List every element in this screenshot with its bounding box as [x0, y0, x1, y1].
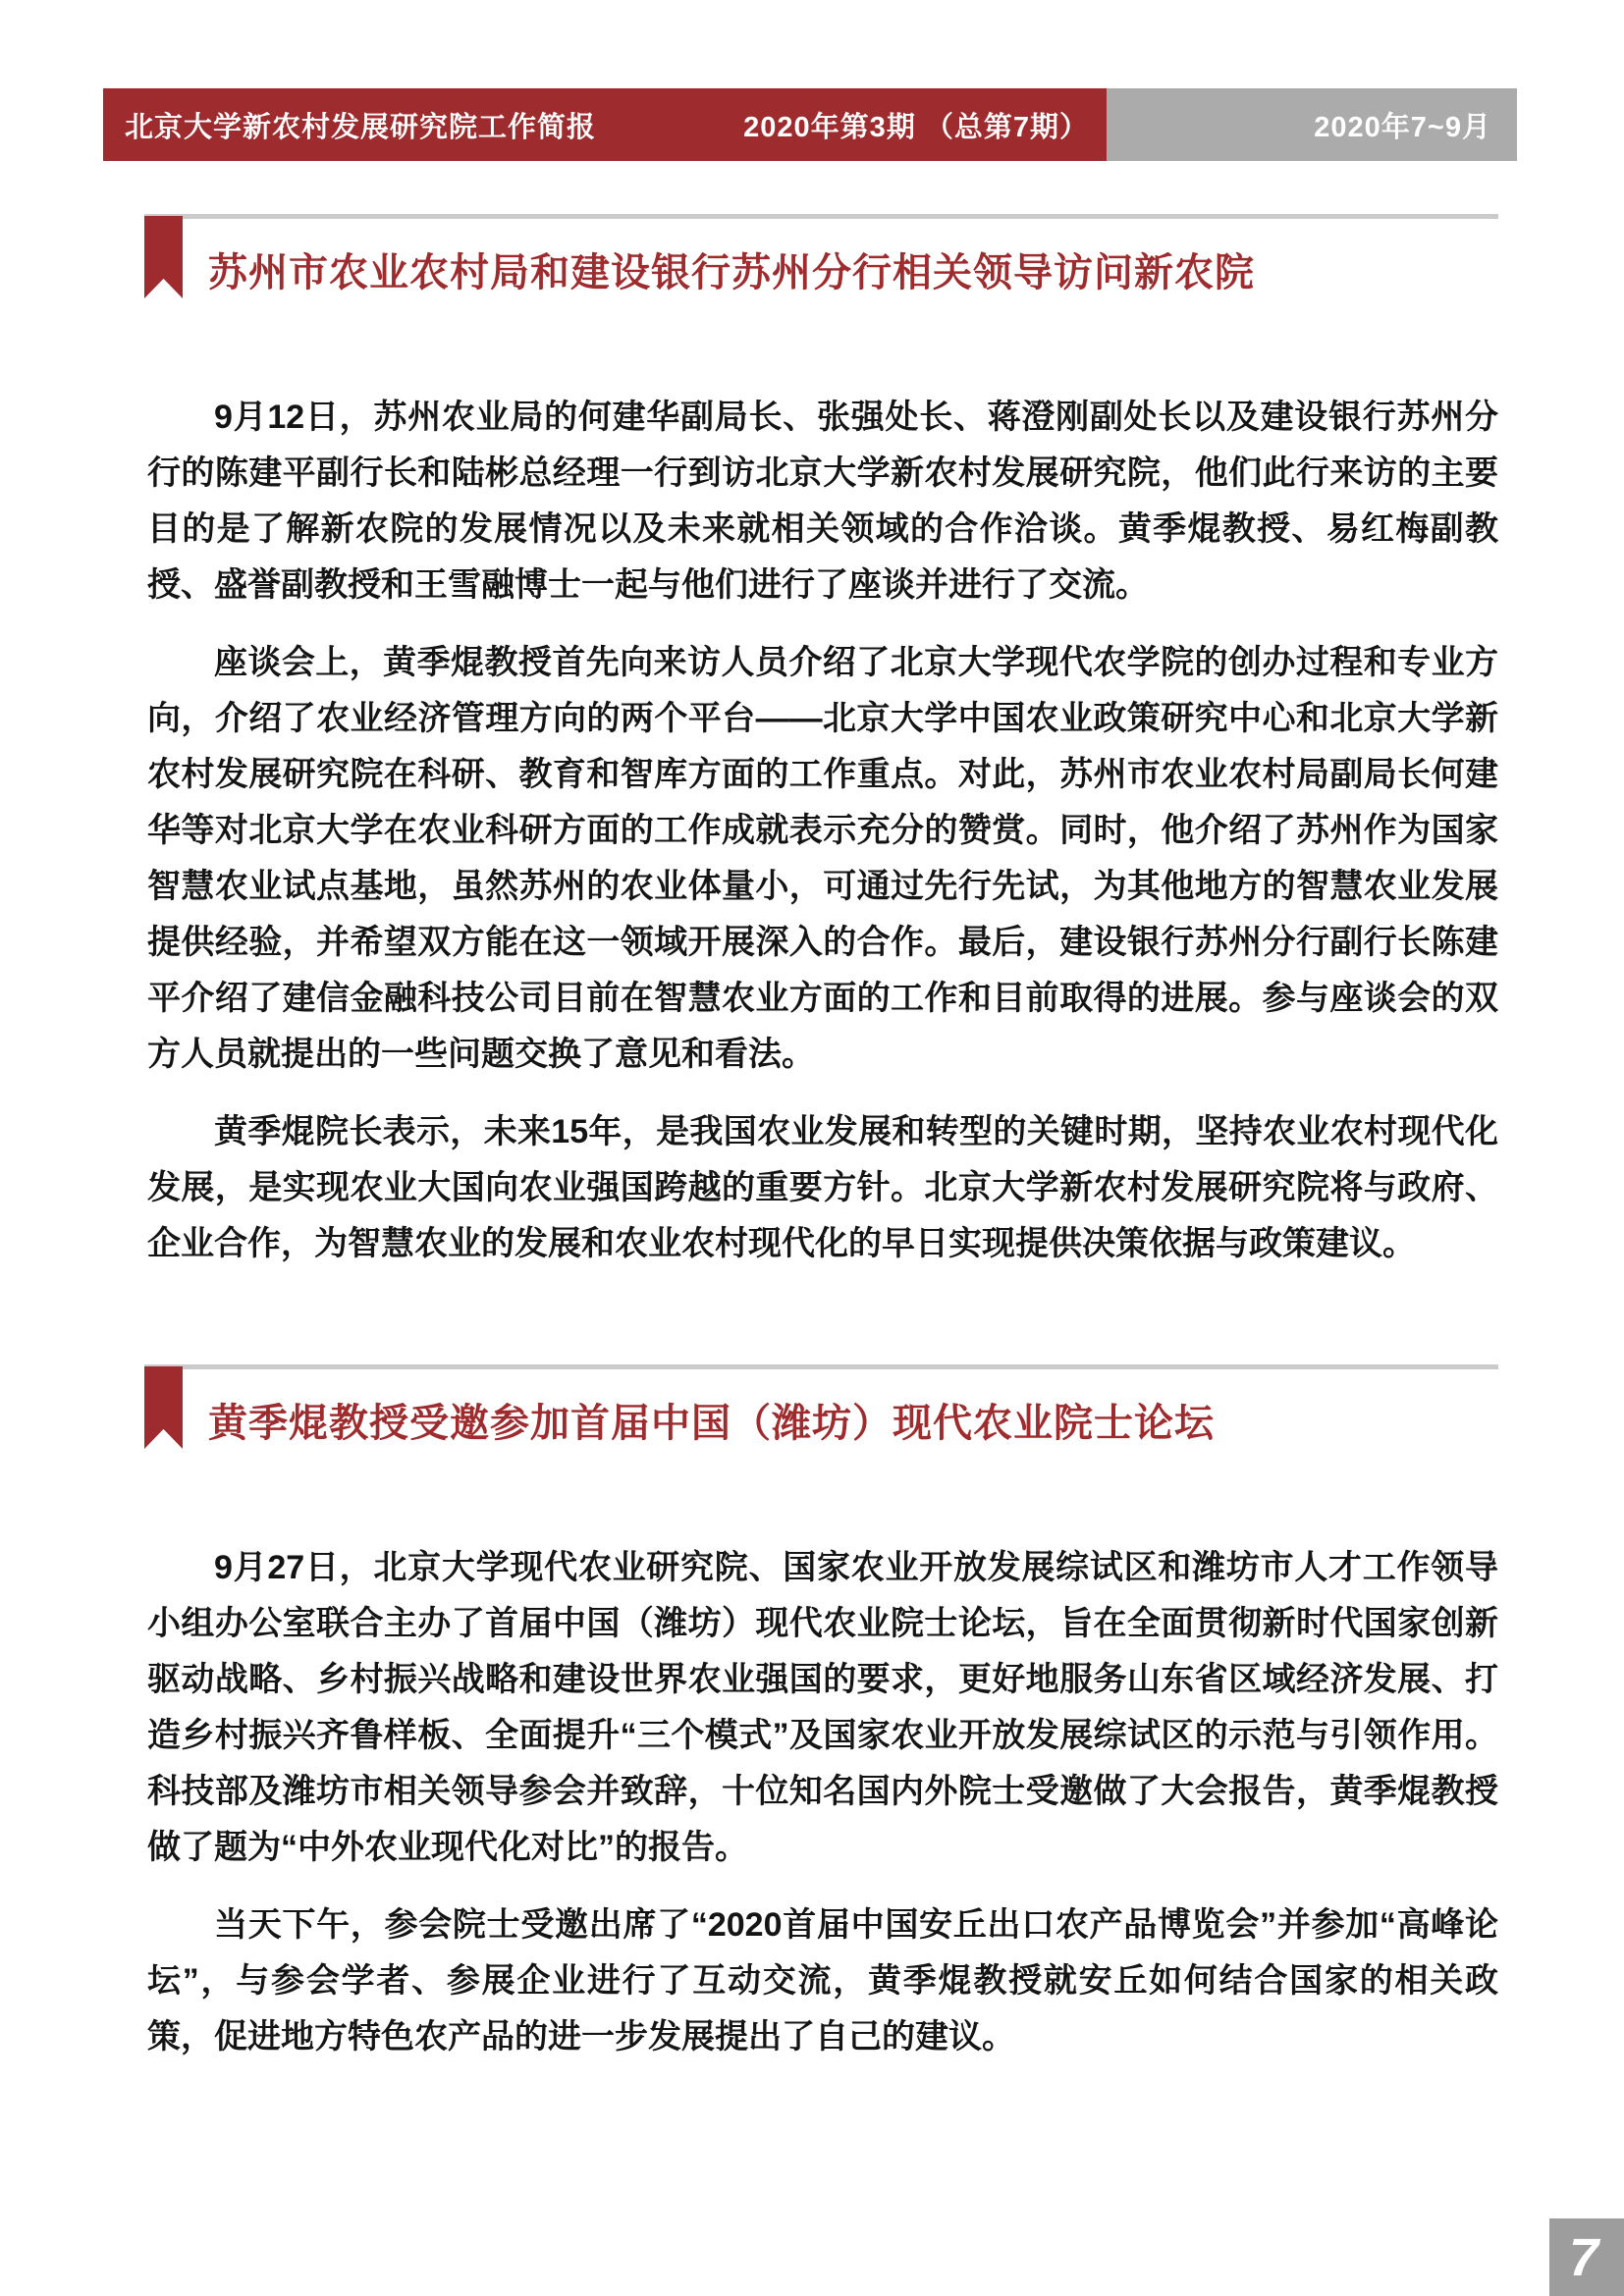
article-weifang-forum [144, 1364, 1498, 2087]
heading-rule [144, 214, 1498, 219]
bookmark-marker-icon [144, 216, 183, 298]
paragraph: 座谈会上，黄季焜教授首先向来访人员介绍了北京大学现代农学院的创办过程和专业方向，介绍了农业经济管理方向的两个平台——北京大学中国农业政策研究中心和北京大学新农村发展研究院在科研、教育和智库方面的工作重点。对此，苏州市农业农村局副局长何建华等对北京大学在农业科研方面的工作成就表示充分的赞赏。同时，他介绍了苏州作为国家智慧农业试点基地，虽然苏州的农业体量小，可通过先行先试，为其他地方的智慧农业发展提供经验，并希望双方能在这一领域开展深入的合作。最后，建设银行苏州分行副行长陈建平介绍了建信金融科技公司目前在智慧农业方面的工作和目前取得的进展。参与座谈会的双方人员就提出的一些问题交换了意见和看法。 [147, 644, 1498, 1073]
paragraph: 黄季焜院长表示，未来15年，是我国农业发展和转型的关键时期，坚持农业农村现代化发展，是实现农业大国向农业强国跨越的重要方针。北京大学新农村发展研究院将与政府、企业合作，为智慧农业的发展和农业农村现代化的早日实现提供决策依据与政策建议。 [147, 1113, 1498, 1262]
section-heading-block [144, 1364, 1498, 1448]
section-title: 苏州市农业农村局和建设银行苏州分行相关领导访问新农院 [208, 251, 1255, 294]
bookmark-marker-icon [144, 1366, 183, 1449]
page-header [103, 88, 1517, 161]
section-heading-block [144, 214, 1498, 297]
period-label: 2020年7~9月 [1107, 88, 1517, 161]
section-title: 黄季焜教授受邀参加首届中国（潍坊）现代农业院士论坛 [208, 1402, 1215, 1445]
issue-number: 2020年第3期 （总第7期） [743, 111, 1089, 143]
paragraph: 9月12日，苏州农业局的何建华副局长、张强处长、蒋澄刚副处长以及建设银行苏州分行的陈建平副行长和陆彬总经理一行到访北京大学新农村发展研究院，他们此行来访的主要目的是了解新农院的发展情况以及未来就相关领域的合作洽谈。黄季焜教授、易红梅副教授、盛誉副教授和王雪融博士一起与他们进行了座谈并进行了交流。 [147, 399, 1498, 604]
bulletin-title: 北京大学新农村发展研究院工作简报 [125, 111, 597, 143]
paragraph: 当天下午，参会院士受邀出席了“2020首届中国安丘出口农产品博览会”并参加“高峰论坛”，与参会学者、参展企业进行了互动交流，黄季焜教授就安丘如何结合国家的相关政策，促进地方特色农产品的进一步发展提出了自己的建议。 [147, 1906, 1498, 2056]
paragraph: 9月27日，北京大学现代农业研究院、国家农业开放发展综试区和潍坊市人才工作领导小组办公室联合主办了首届中国（潍坊）现代农业院士论坛，旨在全面贯彻新时代国家创新驱动战略、乡村振兴战略和建设世界农业强国的要求，更好地服务山东省区域经济发展、打造乡村振兴齐鲁样板、全面提升“三个模式”及国家农业开放发展综试区的示范与引领作用。科技部及潍坊市相关领导参会并致辞，十位知名国内外院士受邀做了大会报告，黄季焜教授做了题为“中外农业现代化对比”的报告。 [147, 1549, 1498, 1866]
article-suzhou-visit [144, 214, 1498, 1294]
header-red-banner [103, 88, 1107, 161]
page-number-badge: 7 [1549, 2218, 1624, 2296]
heading-rule [144, 1364, 1498, 1369]
